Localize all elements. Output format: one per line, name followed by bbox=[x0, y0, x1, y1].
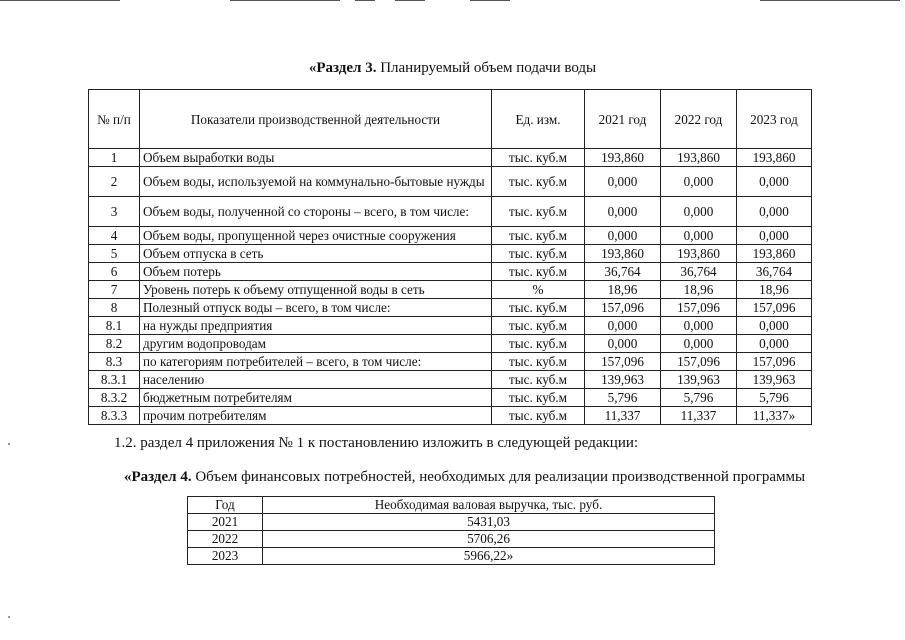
row-unit: тыс. куб.м bbox=[492, 299, 585, 317]
row-2023: 11,337» bbox=[737, 407, 812, 425]
table-row bbox=[89, 335, 812, 353]
row-num: 8.3.2 bbox=[89, 389, 140, 407]
row-num: 8.1 bbox=[89, 317, 140, 335]
row-2022: 36,764 bbox=[661, 263, 737, 281]
section-3-title bbox=[0, 60, 905, 77]
row-name: Объем воды, полученной со стороны – всего, в том числе: bbox=[140, 197, 492, 227]
row-num: 7 bbox=[89, 281, 140, 299]
section-4-table bbox=[187, 496, 715, 565]
row-2022: 0,000 bbox=[661, 167, 737, 197]
section-3-table bbox=[88, 89, 812, 425]
row-2023: 0,000 bbox=[737, 317, 812, 335]
row-name: Объем выработки воды bbox=[140, 149, 492, 167]
table-row bbox=[89, 245, 812, 263]
amendment-paragraph: 1.2. раздел 4 приложения № 1 к постановлению изложить в следующей редакции: bbox=[114, 435, 639, 451]
row-num: 2 bbox=[89, 167, 140, 197]
scan-edge-artifact bbox=[0, 0, 905, 2]
row-unit: тыс. куб.м bbox=[492, 245, 585, 263]
row-2021: 193,860 bbox=[585, 149, 661, 167]
row-unit: тыс. куб.м bbox=[492, 335, 585, 353]
row-num: 6 bbox=[89, 263, 140, 281]
table-row bbox=[89, 353, 812, 371]
section-4-title bbox=[124, 469, 805, 486]
row-2021: 139,963 bbox=[585, 371, 661, 389]
header-indicator: Показатели производственной деятельности bbox=[140, 90, 492, 149]
row-2021: 5,796 bbox=[585, 389, 661, 407]
row-name: другим водопроводам bbox=[140, 335, 492, 353]
table-row bbox=[89, 281, 812, 299]
row-num: 8.2 bbox=[89, 335, 140, 353]
table-row bbox=[89, 317, 812, 335]
row-name: Полезный отпуск воды – всего, в том числе: bbox=[140, 299, 492, 317]
row-2022: 193,860 bbox=[661, 245, 737, 263]
row-name: Объем воды, используемой на коммунально-бытовые нужды bbox=[140, 167, 492, 197]
row-num: 8 bbox=[89, 299, 140, 317]
row-2022: 0,000 bbox=[661, 317, 737, 335]
header-num: № п/п bbox=[89, 90, 140, 149]
table-header-row bbox=[89, 90, 812, 149]
row-year: 2022 bbox=[188, 531, 263, 548]
row-2023: 139,963 bbox=[737, 371, 812, 389]
table-row bbox=[89, 263, 812, 281]
row-unit: тыс. куб.м bbox=[492, 317, 585, 335]
header-year: Год bbox=[188, 497, 263, 514]
row-unit: тыс. куб.м bbox=[492, 353, 585, 371]
row-2023: 36,764 bbox=[737, 263, 812, 281]
header-2023: 2023 год bbox=[737, 90, 812, 149]
row-2022: 0,000 bbox=[661, 335, 737, 353]
table-row bbox=[89, 227, 812, 245]
row-2023: 5,796 bbox=[737, 389, 812, 407]
header-2022: 2022 год bbox=[661, 90, 737, 149]
table-row bbox=[89, 389, 812, 407]
table-row bbox=[188, 531, 715, 548]
row-2022: 0,000 bbox=[661, 227, 737, 245]
row-2022: 139,963 bbox=[661, 371, 737, 389]
row-unit: % bbox=[492, 281, 585, 299]
row-2021: 157,096 bbox=[585, 299, 661, 317]
row-num: 3 bbox=[89, 197, 140, 227]
row-2022: 157,096 bbox=[661, 353, 737, 371]
row-unit: тыс. куб.м bbox=[492, 263, 585, 281]
row-2023: 193,860 bbox=[737, 149, 812, 167]
row-name: Уровень потерь к объему отпущенной воды в сеть bbox=[140, 281, 492, 299]
row-year: 2021 bbox=[188, 514, 263, 531]
row-name: Объем отпуска в сеть bbox=[140, 245, 492, 263]
row-unit: тыс. куб.м bbox=[492, 227, 585, 245]
table-row bbox=[188, 548, 715, 565]
table-header-row bbox=[188, 497, 715, 514]
header-revenue: Необходимая валовая выручка, тыс. руб. bbox=[263, 497, 715, 514]
section-4-title-rest: Объем финансовых потребностей, необходимых для реализации производственной программы bbox=[191, 469, 806, 485]
table-row bbox=[89, 149, 812, 167]
row-2021: 0,000 bbox=[585, 167, 661, 197]
scan-speck bbox=[8, 443, 10, 445]
section-4-title-bold: «Раздел 4. bbox=[124, 469, 192, 485]
row-2023: 193,860 bbox=[737, 245, 812, 263]
row-2021: 11,337 bbox=[585, 407, 661, 425]
row-2021: 0,000 bbox=[585, 197, 661, 227]
row-2021: 0,000 bbox=[585, 227, 661, 245]
row-name: Объем воды, пропущенной через очистные сооружения bbox=[140, 227, 492, 245]
row-2023: 0,000 bbox=[737, 167, 812, 197]
row-2022: 157,096 bbox=[661, 299, 737, 317]
row-2022: 193,860 bbox=[661, 149, 737, 167]
row-2023: 18,96 bbox=[737, 281, 812, 299]
row-revenue: 5431,03 bbox=[263, 514, 715, 531]
row-2023: 0,000 bbox=[737, 335, 812, 353]
row-unit: тыс. куб.м bbox=[492, 149, 585, 167]
section-3-title-rest: Планируемый объем подачи воды bbox=[376, 60, 597, 76]
row-2023: 0,000 bbox=[737, 197, 812, 227]
row-2021: 36,764 bbox=[585, 263, 661, 281]
table-row bbox=[89, 371, 812, 389]
row-2021: 18,96 bbox=[585, 281, 661, 299]
row-2021: 157,096 bbox=[585, 353, 661, 371]
row-2022: 18,96 bbox=[661, 281, 737, 299]
row-unit: тыс. куб.м bbox=[492, 167, 585, 197]
row-num: 8.3.1 bbox=[89, 371, 140, 389]
row-unit: тыс. куб.м bbox=[492, 371, 585, 389]
row-2021: 0,000 bbox=[585, 335, 661, 353]
row-name: по категориям потребителей – всего, в том числе: bbox=[140, 353, 492, 371]
table-row bbox=[89, 407, 812, 425]
row-2021: 0,000 bbox=[585, 317, 661, 335]
table-row bbox=[89, 197, 812, 227]
row-num: 5 bbox=[89, 245, 140, 263]
scan-speck bbox=[8, 616, 10, 618]
row-name: на нужды предприятия bbox=[140, 317, 492, 335]
row-num: 8.3 bbox=[89, 353, 140, 371]
row-unit: тыс. куб.м bbox=[492, 197, 585, 227]
row-name: прочим потребителям bbox=[140, 407, 492, 425]
row-2022: 11,337 bbox=[661, 407, 737, 425]
header-2021: 2021 год bbox=[585, 90, 661, 149]
row-year: 2023 bbox=[188, 548, 263, 565]
row-2023: 157,096 bbox=[737, 299, 812, 317]
row-num: 4 bbox=[89, 227, 140, 245]
row-2021: 193,860 bbox=[585, 245, 661, 263]
row-revenue: 5966,22» bbox=[263, 548, 715, 565]
row-num: 1 bbox=[89, 149, 140, 167]
table-row bbox=[89, 167, 812, 197]
table-row bbox=[188, 514, 715, 531]
row-2023: 0,000 bbox=[737, 227, 812, 245]
row-name: бюджетным потребителям bbox=[140, 389, 492, 407]
row-name: населению bbox=[140, 371, 492, 389]
row-2022: 5,796 bbox=[661, 389, 737, 407]
row-num: 8.3.3 bbox=[89, 407, 140, 425]
row-revenue: 5706,26 bbox=[263, 531, 715, 548]
section-3-title-bold: «Раздел 3. bbox=[308, 60, 377, 76]
row-name: Объем потерь bbox=[140, 263, 492, 281]
row-unit: тыс. куб.м bbox=[492, 407, 585, 425]
table-row bbox=[89, 299, 812, 317]
row-2023: 157,096 bbox=[737, 353, 812, 371]
row-unit: тыс. куб.м bbox=[492, 389, 585, 407]
header-unit: Ед. изм. bbox=[492, 90, 585, 149]
row-2022: 0,000 bbox=[661, 197, 737, 227]
